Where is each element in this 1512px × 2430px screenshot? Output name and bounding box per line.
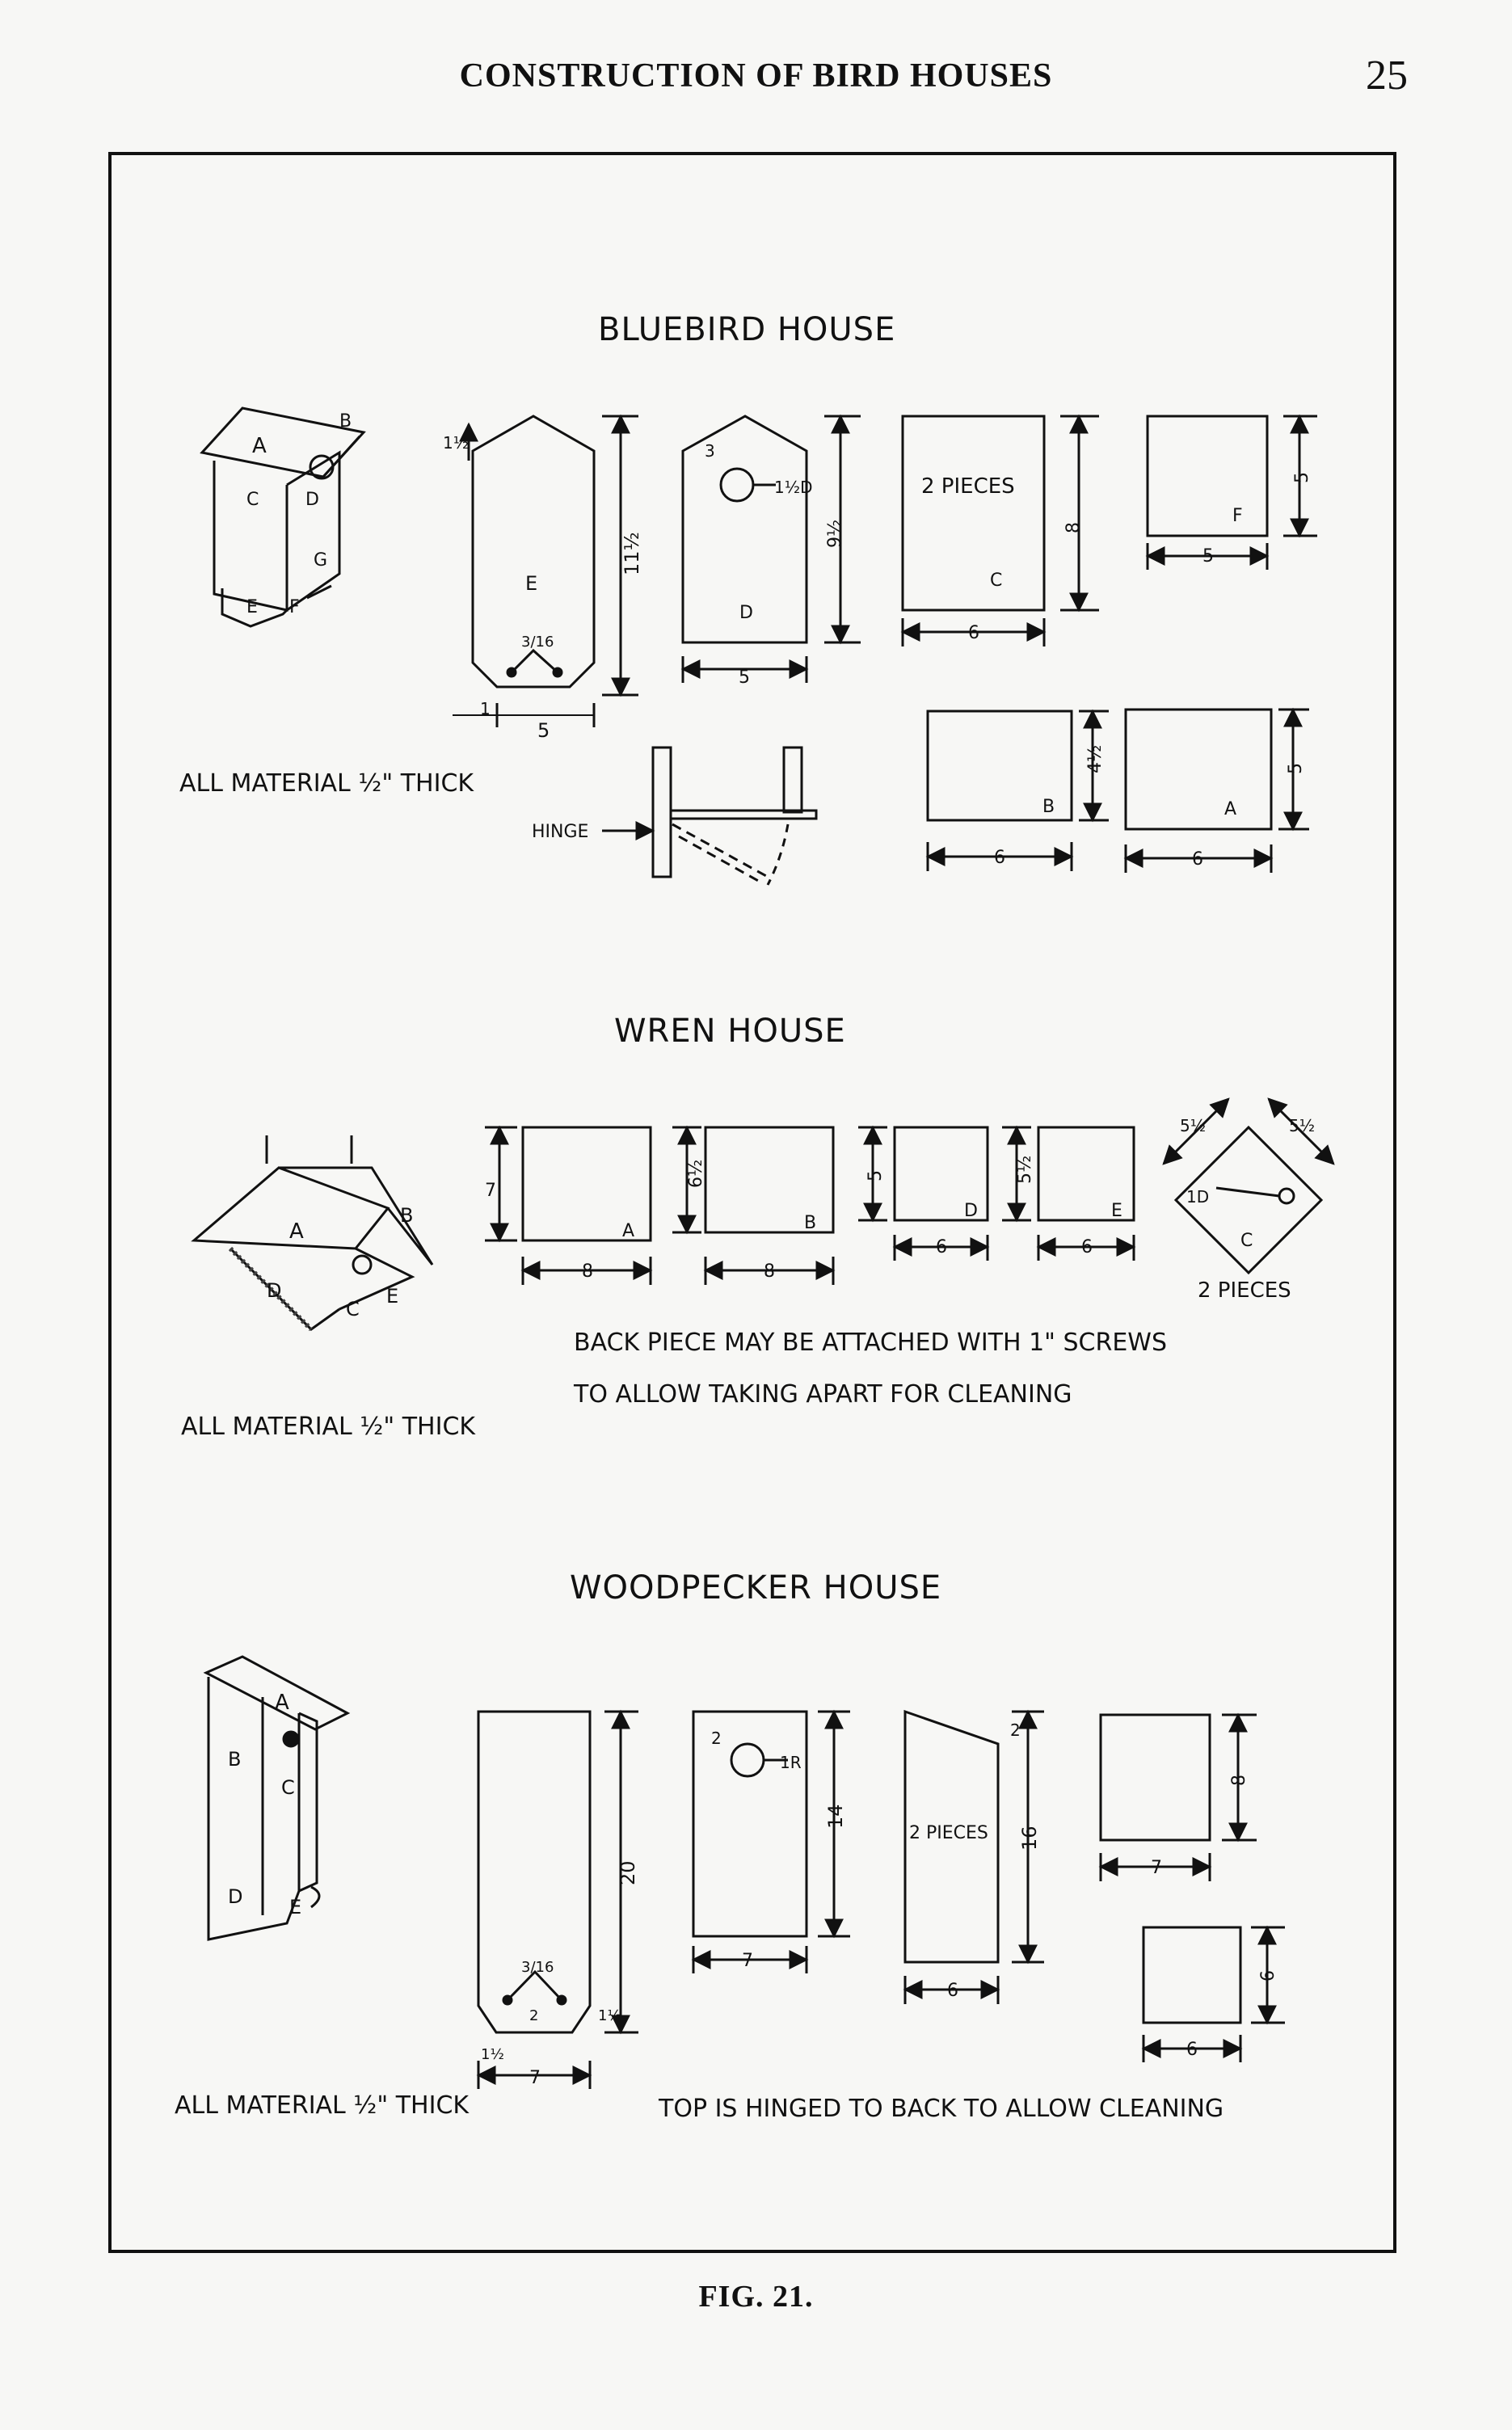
woodpecker-back-left: 1½: [481, 2046, 504, 2063]
woodpecker-piece-front: [693, 1712, 850, 1973]
bluebird-piece-b: [928, 711, 1109, 871]
bluebird-c-pieces: 2 PIECES: [921, 474, 1015, 499]
bluebird-material-note: ALL MATERIAL ½" THICK: [179, 769, 474, 798]
bluebird-sketch-label-d: D: [305, 490, 319, 510]
wren-sketch-label-d: D: [267, 1279, 282, 1302]
woodpecker-back-bottom: 1½: [598, 2007, 621, 2024]
bluebird-sketch-label-f: F: [289, 597, 300, 617]
woodpecker-sketch-label-c: C: [281, 1776, 295, 1799]
woodpecker-front-height: 14: [824, 1804, 847, 1829]
bluebird-b-width: 6: [994, 848, 1005, 868]
woodpecker-front-top: 2: [711, 1729, 722, 1748]
woodpecker-piece-side: [905, 1712, 1044, 2004]
woodpecker-title: WOODPECKER HOUSE: [570, 1569, 942, 1607]
page-number: 25: [1366, 53, 1408, 99]
bluebird-sketch-label-e: E: [246, 597, 258, 617]
wren-e-label: E: [1111, 1201, 1122, 1221]
bluebird-e-offset: 1: [480, 699, 491, 718]
wren-material-note: ALL MATERIAL ½" THICK: [181, 1413, 476, 1441]
wren-c-pieces: 2 PIECES: [1198, 1278, 1291, 1303]
woodpecker-back-height: 20: [617, 1860, 639, 1885]
bluebird-e-label: E: [525, 572, 538, 595]
bluebird-c-width: 6: [968, 623, 979, 643]
wren-sketch-label-e: E: [386, 1285, 399, 1308]
wren-title: WREN HOUSE: [614, 1013, 846, 1050]
woodpecker-bottom-width: 6: [1186, 2040, 1198, 2060]
bluebird-hinge-label: HINGE: [532, 822, 589, 842]
woodpecker-piece-back: [478, 1712, 638, 2089]
bluebird-d-top: 3: [705, 441, 715, 461]
wren-c-label: C: [1240, 1231, 1253, 1251]
wren-c-side-2: 5½: [1289, 1116, 1316, 1135]
woodpecker-top-width: 7: [1151, 1858, 1162, 1878]
wren-b-label: B: [804, 1213, 817, 1233]
bluebird-f-width: 5: [1202, 546, 1214, 566]
woodpecker-piece-bottom: [1143, 1927, 1285, 2062]
bluebird-sketch-label-b: B: [339, 411, 352, 432]
wren-b-height: 6½: [686, 1159, 706, 1188]
woodpecker-bottom-height: 6: [1258, 1970, 1278, 1981]
wren-piece-b: [672, 1127, 833, 1285]
wren-back-note-1: BACK PIECE MAY BE ATTACHED WITH 1" SCREWS: [574, 1329, 1168, 1357]
woodpecker-material-note: ALL MATERIAL ½" THICK: [175, 2091, 470, 2120]
bluebird-sketch: [202, 408, 364, 626]
wren-piece-e: [1002, 1127, 1134, 1261]
bluebird-b-label: B: [1042, 797, 1055, 817]
bluebird-a-height: 5: [1286, 763, 1306, 774]
figure-caption: FIG. 21.: [698, 2280, 814, 2314]
bluebird-a-label: A: [1224, 799, 1237, 819]
wren-e-height: 5½: [1015, 1155, 1035, 1184]
bluebird-title: BLUEBIRD HOUSE: [598, 311, 896, 348]
bluebird-e-width: 5: [537, 719, 550, 742]
wren-c-hole: 1D: [1186, 1187, 1210, 1207]
wren-d-label: D: [964, 1201, 978, 1221]
bluebird-piece-e: [453, 416, 638, 727]
bluebird-e-top: 1½: [443, 433, 470, 453]
bluebird-d-label: D: [739, 603, 753, 623]
bluebird-d-width: 5: [739, 668, 750, 688]
bluebird-f-label: F: [1232, 506, 1243, 526]
bluebird-hinge-detail: [602, 748, 816, 885]
wren-c-side-1: 5½: [1180, 1116, 1207, 1135]
wren-e-width: 6: [1081, 1237, 1093, 1257]
bluebird-e-height: 11½: [621, 532, 643, 575]
woodpecker-front-width: 7: [742, 1951, 753, 1971]
bluebird-c-label: C: [990, 571, 1003, 591]
woodpecker-back-hole-offset: 2: [529, 2007, 539, 2024]
bluebird-sketch-label-a: A: [252, 434, 267, 458]
wren-sketch-label-a: A: [289, 1219, 304, 1244]
wren-d-height: 5: [866, 1170, 886, 1181]
wren-a-width: 8: [582, 1261, 593, 1282]
woodpecker-side-top: 2: [1010, 1720, 1021, 1740]
woodpecker-top-height: 8: [1229, 1775, 1249, 1786]
woodpecker-piece-top: [1101, 1715, 1257, 1881]
woodpecker-back-hole: 3/16: [521, 1959, 554, 1976]
bluebird-b-height: 4½: [1085, 744, 1106, 773]
woodpecker-sketch-label-b: B: [228, 1748, 242, 1771]
woodpecker-sketch-label-e: E: [289, 1896, 302, 1918]
woodpecker-back-width: 7: [529, 2068, 541, 2088]
wren-back-note-2: TO ALLOW TAKING APART FOR CLEANING: [574, 1380, 1072, 1409]
woodpecker-front-hole: 1R: [780, 1753, 802, 1772]
woodpecker-side-width: 6: [947, 1981, 958, 2001]
bluebird-d-hole: 1½D: [774, 478, 813, 497]
wren-piece-d: [858, 1127, 988, 1261]
bluebird-e-hole: 3/16: [521, 634, 554, 651]
woodpecker-side-height: 16: [1018, 1826, 1041, 1851]
woodpecker-side-pieces: 2 PIECES: [909, 1823, 988, 1843]
bluebird-sketch-label-c: C: [246, 490, 259, 510]
wren-d-width: 6: [936, 1237, 947, 1257]
wren-sketch-label-b: B: [400, 1204, 414, 1227]
woodpecker-sketch-label-d: D: [228, 1885, 243, 1908]
wren-b-width: 8: [764, 1261, 775, 1282]
bluebird-d-height: 9½: [825, 519, 845, 548]
bluebird-a-width: 6: [1192, 849, 1203, 870]
woodpecker-hinge-note: TOP IS HINGED TO BACK TO ALLOW CLEANING: [659, 2095, 1224, 2123]
bluebird-sketch-label-g: G: [314, 550, 328, 571]
wren-a-height: 7: [485, 1181, 496, 1201]
bluebird-f-height: 5: [1292, 472, 1312, 483]
page-header-title: CONSTRUCTION OF BIRD HOUSES: [459, 57, 1053, 95]
wren-a-label: A: [622, 1221, 635, 1241]
woodpecker-sketch-label-a: A: [275, 1691, 289, 1715]
bluebird-c-height: 8: [1063, 522, 1084, 533]
wren-piece-a: [485, 1127, 651, 1285]
wren-sketch-label-c: C: [346, 1298, 360, 1320]
bluebird-piece-a: [1126, 710, 1309, 873]
bluebird-piece-f: [1148, 416, 1317, 570]
